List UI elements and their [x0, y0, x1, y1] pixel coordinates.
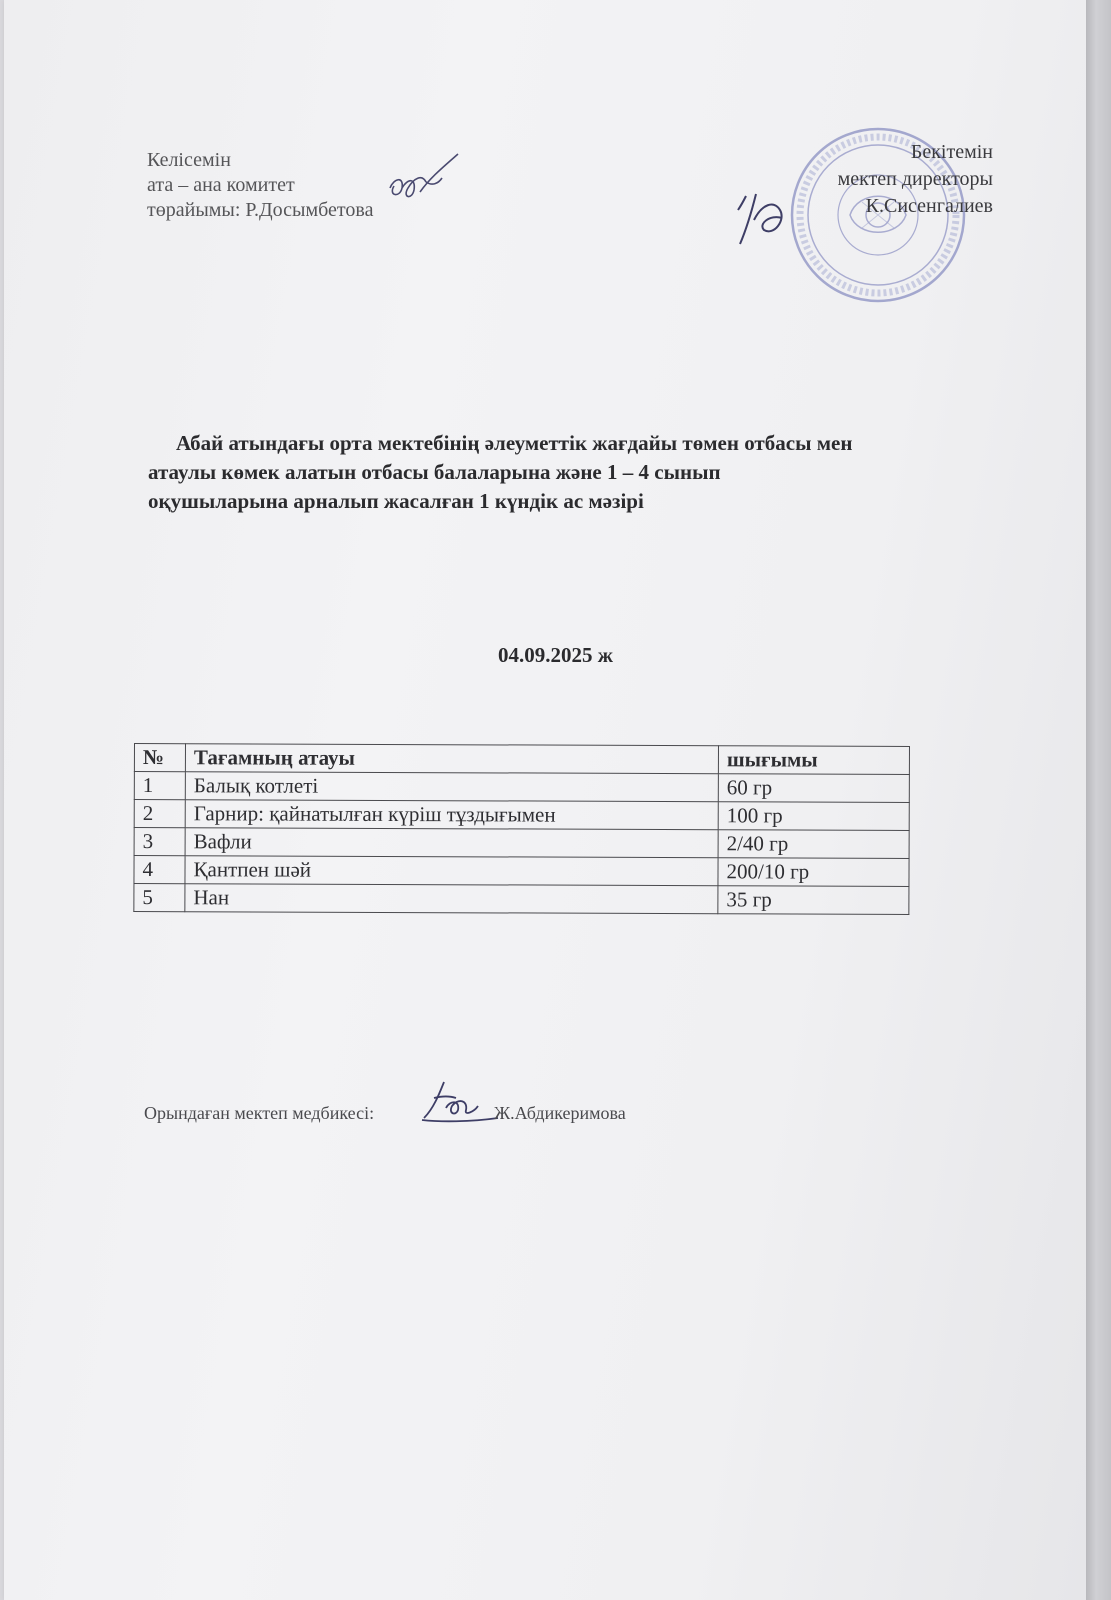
footer-signature-line	[144, 1103, 626, 1124]
row-dish: Қантпен шәй	[185, 856, 718, 886]
menu-table	[133, 743, 910, 915]
director-signature	[730, 180, 800, 250]
title-line3: оқушыларына арналып жасалған 1 күндік ас мәзірі	[148, 489, 644, 513]
table-row	[134, 772, 909, 803]
approval-right-line3: К.Сисенгалиев	[865, 195, 993, 217]
table-row	[134, 856, 909, 887]
row-dish: Гарнир: қайнатылған күріш тұздығымен	[185, 800, 718, 830]
table-header-row	[134, 744, 909, 775]
approval-left-line3: төрайымы: Р.Досымбетова	[147, 199, 374, 221]
approval-right-block	[838, 139, 993, 220]
row-dish: Нан	[185, 884, 718, 914]
footer-label: Орындаған мектеп медбикесі:	[144, 1103, 375, 1123]
table-row	[134, 884, 909, 915]
approval-left-line1: Келісемін	[147, 149, 231, 171]
page-edge-background	[1086, 0, 1111, 1600]
approval-left-block	[147, 148, 373, 223]
approval-right-line1: Бекітемін	[910, 141, 993, 163]
row-number: 5	[134, 884, 185, 912]
header-dish-name: Тағамның атауы	[185, 744, 718, 774]
row-number: 1	[134, 772, 185, 800]
nurse-signature	[420, 1078, 500, 1128]
table-row	[134, 800, 909, 831]
menu-date: 04.09.2025 ж	[498, 643, 613, 667]
table-row	[134, 828, 909, 859]
row-number: 2	[134, 800, 185, 828]
row-yield: 35 гр	[718, 886, 909, 915]
approval-right-line2: мектеп директоры	[837, 168, 993, 190]
document-title	[148, 429, 1028, 516]
approval-left-line2: ата – ана комитет	[147, 174, 295, 196]
footer-nurse-name: Ж.Абдикеримова	[494, 1103, 626, 1123]
row-yield: 200/10 гр	[718, 858, 909, 887]
row-yield: 60 гр	[718, 774, 909, 803]
row-number: 3	[134, 828, 185, 856]
title-line2: атаулы көмек алатын отбасы балаларына және 1 – 4 сынып	[148, 460, 721, 484]
row-dish: Балық котлеті	[185, 772, 718, 802]
title-line1: Абай атындағы орта мектебінің әлеуметтік жағдайы төмен отбасы мен	[176, 431, 853, 455]
row-yield: 100 гр	[718, 802, 909, 831]
parent-committee-signature	[380, 148, 470, 218]
row-dish: Вафли	[185, 828, 718, 858]
header-yield: шығымы	[718, 746, 909, 775]
row-yield: 2/40 гр	[718, 830, 909, 859]
header-number: №	[134, 744, 185, 772]
row-number: 4	[134, 856, 185, 884]
